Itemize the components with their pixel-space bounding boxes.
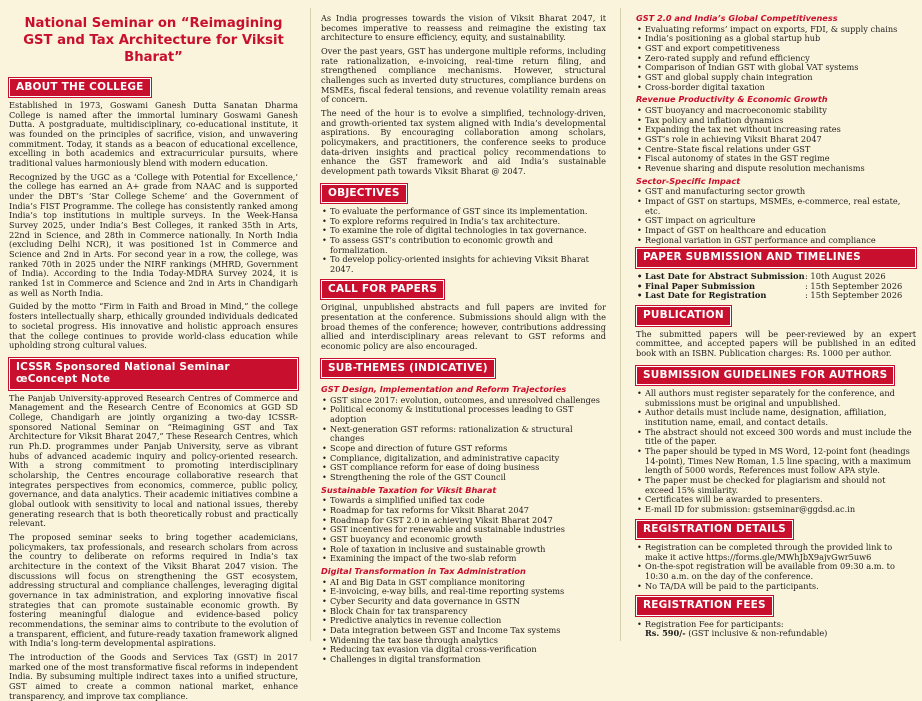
timeline-label: • Last Date for Abstract Submission [636, 272, 805, 282]
about-heading: ABOUT THE COLLEGE [9, 78, 151, 97]
subtheme-title: GST Design, Implementation and Reform Trajectories [321, 383, 567, 394]
list-item: • Block Chain for tax transparency [321, 607, 606, 617]
list-item: • Cyber Security and data governance in GSTN [321, 597, 606, 607]
subtheme-title: Digital Transformation in Tax Administration [321, 566, 526, 577]
list-item: • GST and export competitiveness [636, 44, 916, 54]
list-item: • Centre–State fiscal relations under GST [636, 145, 916, 155]
list-item: • GST impact on agriculture [636, 216, 916, 226]
seminar-title: National Seminar on “Reimagining GST and Tax Architecture for Viksit Bharat” [23, 16, 284, 65]
objectives-list [321, 207, 606, 275]
list-item: • India’s positioning as a global startup hub [636, 34, 916, 44]
list-item: • Examining the impact of the two-slab reform [321, 554, 606, 564]
context-paragraph-2: Over the past years, GST has undergone multiple reforms, including rate rationalization, e-invoicing, real-time return filing, and strengthened compliance mechanisms. However, structural challenges such as inverted duty structures, compliance burdens on MSMEs, fiscal federal tensions, and revenue volatility remain areas of concern. [321, 46, 606, 105]
fees-note: (GST inclusive & non-refundable) [685, 628, 828, 639]
timeline-label: • Final Paper Submission [636, 282, 805, 292]
list-item: • Fiscal autonomy of states in the GST regime [636, 154, 916, 164]
timelines-table [636, 272, 916, 301]
list-item: • Challenges in digital transformation [321, 655, 606, 665]
list-item: • Expanding the tax net without increasing rates [636, 125, 916, 135]
list-item: • Roadmap for GST 2.0 in achieving Viksit Bharat 2047 [321, 516, 606, 526]
timelines-heading: PAPER SUBMISSION AND TIMELINES [636, 248, 916, 267]
about-paragraph-1: Established in 1973, Goswami Ganesh Dutta Sanatan Dharma College is named after the immortal luminary Goswami Ganesh Dutta. A postgraduate, multidisciplinary, co-educational institute, it was founded on the principles of sacrifice, vision, and unwavering commitment. Today, it stands as a beacon of educational excellence, excelling in both academics and extracurricular pursuits, where traditional values harmoniously blend with modern education. [9, 100, 298, 169]
list-item: • The paper should be typed in MS Word, 12-point font (headings 14-point), Times New Roman, 1.5 line spacing, with a maximum length of 5000 words, References must follow APA style. [636, 447, 916, 476]
subtheme-title: GST 2.0 and India’s Global Competitiveness [636, 13, 838, 23]
call-text: Original, unpublished abstracts and full papers are invited for presentation at the conference. Submissions should align with the broad themes of the conference; however, contributions addressing allied and interdisciplinary areas relevant to GST reforms and economic policy are also encouraged. [321, 302, 606, 351]
registration-link[interactable]: • Registration can be completed through the provided link to make it active https://forms.gle/MWhJbX9ajvGwr5uw6 [636, 543, 916, 562]
list-item: • Evaluating reforms’ impact on exports, FDI, & supply chains [636, 25, 916, 35]
timeline-value: : 10th August 2026 [805, 270, 886, 281]
fees-amount: Rs. 590/- [645, 628, 686, 639]
list-item: • Predictive analytics in revenue collection [321, 616, 606, 626]
timeline-label: • Last Date for Registration [636, 291, 805, 301]
subtheme-title: Sustainable Taxation for Viksit Bharat [321, 484, 497, 495]
call-heading: CALL FOR PAPERS [321, 280, 444, 299]
subtheme-list [636, 187, 916, 245]
icssr-paragraph-3: The introduction of the Goods and Services Tax (GST) in 2017 marked one of the most transformative fiscal reforms in independent India. By subsuming multiple indirect taxes into a unified structure, GST aimed to create a common national market, enhance transparency, and improve tax compliance. [9, 652, 298, 701]
list-item: • Towards a simplified unified tax code [321, 496, 606, 506]
list-item: • GST and global supply chain integration [636, 73, 916, 83]
list-item: • Cross-border digital taxation [636, 83, 916, 93]
list-item: • GST compliance reform for ease of doing business [321, 463, 606, 473]
list-item: • GST incentives for renewable and sustainable industries [321, 525, 606, 535]
icssr-paragraph-2: The proposed seminar seeks to bring together academicians, policymakers, tax professionals, and research scholars from across the country to deliberate on reforms required in India’s tax architecture in the context of the Viksit Bharat 2047 vision. The discussions will focus on strengthening the GST ecosystem, addressing structural and compliance challenges, leveraging digital governance in tax administration, and exploring innovative fiscal strategies that can promote sustainable economic growth. By fostering meaningful dialogue and evidence-based policy recommendations, the seminar aims to contribute to the evolution of a transparent, efficient, and future-ready taxation framework aligned with India’s long-term developmental aspirations. [9, 532, 298, 649]
publication-heading: PUBLICATION [636, 306, 731, 325]
list-item: • Data integration between GST and Income Tax systems [321, 626, 606, 636]
list-item: • To assess GST’s contribution to economic growth and formalization. [321, 236, 606, 255]
list-item: • The paper must be checked for plagiarism and should not exceed 15% similarity. [636, 476, 916, 495]
list-item: • GST buoyancy and macroeconomic stability [636, 106, 916, 116]
subthemes-heading: SUB-THEMES (INDICATIVE) [321, 359, 495, 378]
registration-list [636, 543, 916, 591]
list-item: • Compliance, digitalization, and administrative capacity [321, 454, 606, 464]
list-item: • To develop policy-oriented insights for achieving Viksit Bharat 2047. [321, 255, 606, 274]
table-row [636, 291, 916, 301]
list-item: • Widening the tax base through analytics [321, 636, 606, 646]
timeline-value: : 15th September 2026 [805, 280, 903, 291]
subtheme-list [636, 25, 916, 93]
subtheme-list [636, 106, 916, 174]
column-divider [310, 8, 311, 641]
list-item: • Tax policy and inflation dynamics [636, 116, 916, 126]
submission-email[interactable]: • E-mail ID for submission: gstseminar@ggdsd.ac.in [636, 505, 916, 515]
fees-label: Registration Fee for participants: [645, 618, 784, 629]
list-item: • Author details must include name, designation, affiliation, institution name, email, and contact details. [636, 408, 916, 427]
list-item: • Zero-rated supply and refund efficiency [636, 54, 916, 64]
list-item: • To examine the role of digital technologies in tax governance. [321, 226, 606, 236]
list-item: • Strengthening the role of the GST Council [321, 473, 606, 483]
list-item: • Impact of GST on startups, MSMEs, e-commerce, real estate, etc. [636, 197, 916, 216]
subtheme-list [321, 578, 606, 665]
icssr-paragraph-1: The Panjab University-approved Research Centres of Commerce and Management and the Research Centre of Economics at GGD SD College, Chandigarh are jointly organizing a two-day ICSSR-sponsored National Seminar on “Reimagining GST and Tax Architecture for Viksit Bharat 2047,” These Research Centres, which run Ph.D. programmes under Panjab University, serve as vibrant hubs of advanced academic inquiry and policy-oriented research. With a strong commitment to promoting interdisciplinary scholarship, the Centres encourage collaborative research that integrates perspectives from economics, commerce, public policy, governance, and data analytics. Their academic initiatives combine a global outlook with sensitivity to local and national issues, thereby generating research that is both theoretically robust and practically relevant. [9, 392, 298, 529]
list-item: • To explore reforms required in India’s tax architecture. [321, 217, 606, 227]
list-item: • Reducing tax evasion via digital cross-verification [321, 645, 606, 655]
about-paragraph-3: Guided by the motto “Firm in Faith and Broad in Mind,” the college fosters intellectually sharp, ethically grounded individuals dedicated to societal progress. His innovative and holistic approach ensures that the college continues to provide world-class education while upholding strong cultural values. [9, 301, 298, 351]
list-item: • Political economy & institutional processes leading to GST adoption [321, 405, 606, 424]
list-item: • Revenue sharing and dispute resolution mechanisms [636, 164, 916, 174]
context-paragraph-3: The need of the hour is to evolve a simplified, technology-driven, and growth-oriented tax system aligned with India’s developmental aspirations. By encouraging collaboration among scholars, policymakers, and practitioners, the conference seeks to produce data-driven insights and practical policy recommendations to enhance the GST framework and aid India’s sustainable development path towards Viksit Bharat @ 2047. [321, 108, 606, 177]
publication-text: The submitted papers will be peer-reviewed by an expert committee, and accepted papers will be published in an edited book with an ISBN. Publication charges: Rs. 1000 per author. [636, 328, 916, 358]
icssr-heading: ICSSR Sponsored National Seminar œConcept Note [9, 358, 298, 390]
middle-column [315, 0, 612, 665]
list-item: • Certificates will be awarded to presenters. [636, 495, 916, 505]
list-item: • No TA/DA will be paid to the participants. [636, 582, 916, 592]
subtheme-title: Revenue Productivity & Economic Growth [636, 94, 828, 105]
subtheme-list [321, 496, 606, 564]
list-item: • GST’s role in achieving Viksit Bharat 2047 [636, 135, 916, 145]
list-item: • Comparison of Indian GST with global VAT systems [636, 63, 916, 73]
subtheme-list [321, 396, 606, 483]
about-paragraph-2: Recognized by the UGC as a ‘College with Potential for Excellence,’ the college has earned an A+ grade from NAAC and is supported under the DBT’s ‘Star College Scheme’ and the Government of India’s FIST Programme. The college has consistently ranked among India’s top institutions in multiple surveys. In the Week-Hansa Survey 2025, under India’s Best Colleges, it ranked 35th in Arts, 22nd in Science, and 28th in Commerce nationally. In North India (excluding Delhi NCR), it was positioned 1st in Commerce and Science and 2nd in Arts. For second year in a row, the college, was ranked 70th in 2025 under the NIRF rankings (MHRD, Government of India). According to the India Today-MDRA Survey 2024, it is ranked 1st in Commerce and Science and 2nd in Arts in Chandigarh as well as North India. [9, 171, 298, 298]
list-item: • Regional variation in GST performance and compliance [636, 236, 916, 246]
list-item: • Role of taxation in inclusive and sustainable growth [321, 545, 606, 555]
list-item: • The abstract should not exceed 300 words and must include the title of the paper. [636, 428, 916, 447]
list-item [636, 620, 916, 639]
right-column [632, 0, 922, 649]
list-item: • AI and Big Data in GST compliance monitoring [321, 578, 606, 588]
fees-list [636, 620, 916, 639]
list-item: • On-the-spot registration will be available from 09:30 a.m. to 10:30 a.m. on the day of the conference. [636, 562, 916, 581]
registration-heading: REGISTRATION DETAILS [636, 520, 793, 539]
guidelines-list [636, 389, 916, 515]
list-item: • Impact of GST on healthcare and education [636, 226, 916, 236]
list-item: • To evaluate the performance of GST since its implementation. [321, 207, 606, 217]
list-item: • Scope and direction of future GST reforms [321, 444, 606, 454]
timeline-value: : 15th September 2026 [805, 290, 903, 301]
list-item: • E-invoicing, e-way bills, and real-time reporting systems [321, 587, 606, 597]
subtheme-title: Sector-Specific Impact [636, 175, 741, 186]
list-item: • Roadmap for tax reforms for Viksit Bharat 2047 [321, 506, 606, 516]
list-item: • GST and manufacturing sector growth [636, 187, 916, 197]
list-item: • Next-generation GST reforms: rationalization & structural changes [321, 425, 606, 444]
context-paragraph-1: As India progresses towards the vision of Viksit Bharat 2047, it becomes imperative to reassess and reimagine the existing tax architecture to ensure efficiency, equity, and sustainability. [321, 13, 606, 43]
list-item: • All authors must register separately for the conference, and submissions must be original and unpublished. [636, 389, 916, 408]
column-divider [620, 8, 621, 641]
left-column [0, 0, 306, 701]
list-item: • GST buoyancy and economic growth [321, 535, 606, 545]
objectives-heading: OBJECTIVES [321, 184, 407, 203]
fees-heading: REGISTRATION FEES [636, 596, 773, 615]
guidelines-heading: SUBMISSION GUIDELINES FOR AUTHORS [636, 366, 894, 385]
list-item: • GST since 2017: evolution, outcomes, and unresolved challenges [321, 396, 606, 406]
